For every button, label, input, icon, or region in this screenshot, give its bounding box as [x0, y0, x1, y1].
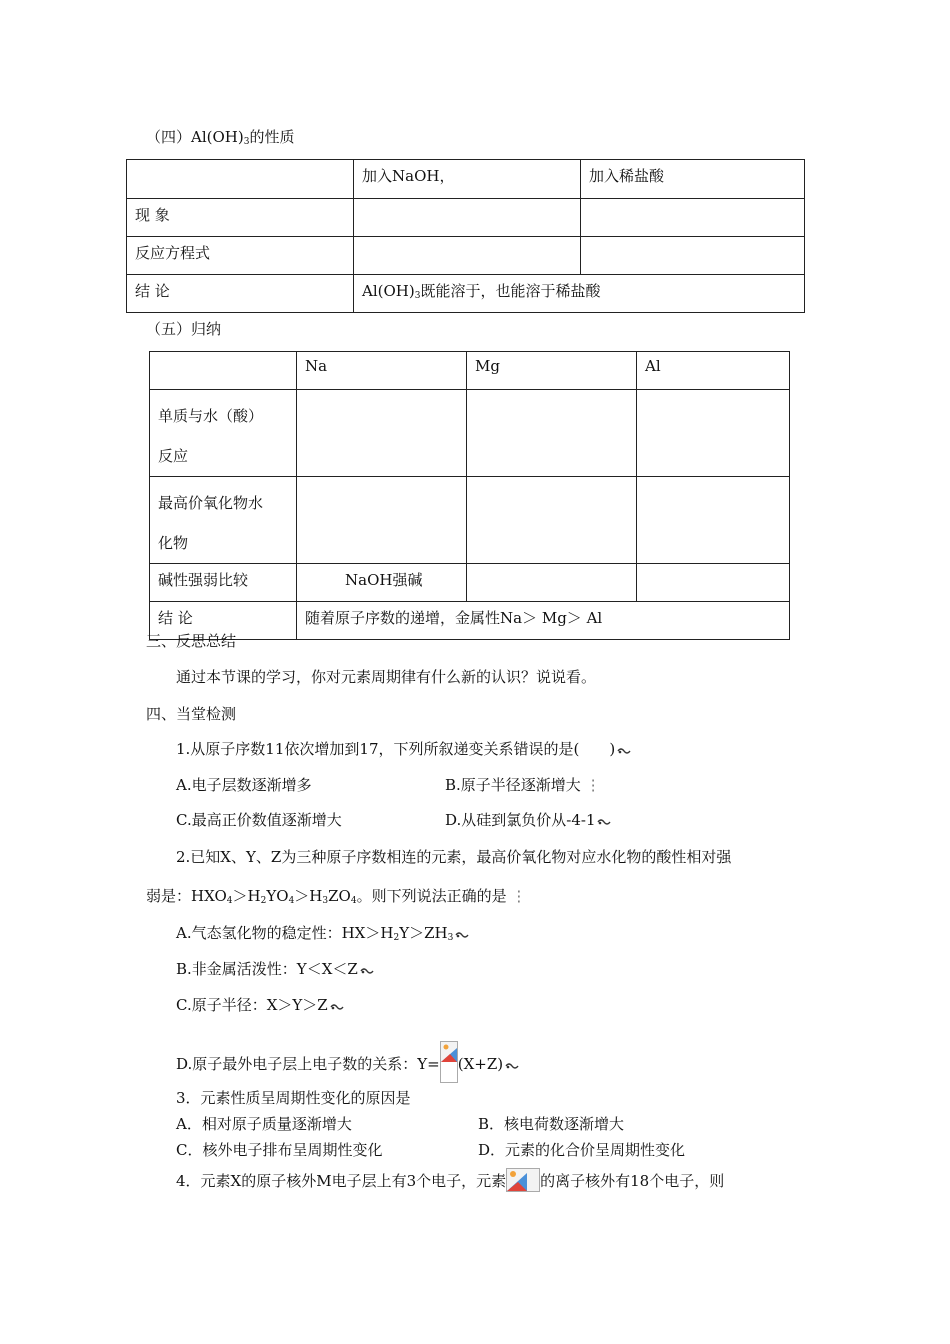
question-3: 3．元素性质呈周期性变化的原因是 [176, 1089, 411, 1107]
question-3-option-c: C．核外电子排布呈周期性变化 [176, 1141, 383, 1159]
question-3-option-a: A．相对原子质量逐渐增大 [176, 1115, 352, 1133]
question-2-option-a: A.气态氢化物的稳定性：$HX>H_2Y>ZH_3$ [176, 922, 469, 943]
anchor-mark-icon [455, 930, 469, 939]
broken-image-icon [506, 1168, 540, 1192]
table2-corner [150, 352, 297, 390]
table1-row-conclusion: 结 论 [127, 275, 354, 313]
table2-header-al: Al [637, 352, 790, 390]
question-1-option-c: C.最高正价数值逐渐增大 [176, 811, 342, 829]
broken-image-icon [440, 1041, 458, 1083]
anchor-mark-icon [617, 746, 631, 755]
question-2-line-2: 弱是：$HXO_4>H_2YO_4>H_3ZO_4$。则下列说法正确的是 ⋮ [146, 887, 527, 906]
part4-title: 四、当堂检测 [146, 705, 237, 723]
question-1-option-d: D.从硅到氯负价从-4-1 [445, 809, 611, 830]
question-3-option-d: D．元素的化合价呈周期性变化 [478, 1141, 686, 1159]
question-3-option-b: B．核电荷数逐渐增大 [478, 1115, 625, 1133]
part3-text: 通过本节课的学习，你对元素周期律有什么新的认识？说说看。 [176, 668, 597, 686]
anchor-mark-icon [597, 817, 611, 826]
question-2-option-b: B.非金属活泼性：Y＜X＜Z [176, 958, 374, 979]
section4-title: （四）$Al(OH)_3$的性质 [146, 128, 295, 147]
table1-row-phenomenon: 现 象 [127, 199, 354, 237]
table1-corner [127, 160, 354, 199]
table2-header-mg: Mg [467, 352, 637, 390]
question-4: 4．元素X的原子核外M电子层上有3个电子，元素 的离子核外有18个电子，则 [176, 1168, 724, 1192]
table1-header-naoh: 加入NaOH， [354, 160, 581, 199]
question-2-option-c: C.原子半径：X＞Y＞Z [176, 994, 344, 1015]
anchor-mark-icon [360, 966, 374, 975]
anchor-mark-icon [505, 1061, 519, 1070]
question-2-line-1: 2.已知X、Y、Z为三种原子序数相连的元素，最高价氧化物对应水化物的酸性相对强 [176, 848, 732, 866]
table1-row-equation: 反应方程式 [127, 237, 354, 275]
question-2-option-d: D.原子最外电子层上电子数的关系：Y= (X+Z) [176, 1041, 519, 1083]
anchor-mark-icon [330, 1002, 344, 1011]
table2-row-conclusion: 结 论 [150, 602, 297, 640]
table1-header-hcl: 加入稀盐酸 [581, 160, 805, 199]
summary-table [149, 351, 790, 640]
question-1-option-a: A.电子层数逐渐增多 [176, 776, 312, 794]
table2-basicity-na: NaOH强碱 [297, 564, 467, 602]
table2-row-hydroxide: 最高价氧化物水 化物 [150, 477, 297, 564]
table2-row-reaction: 单质与水（酸） 反应 [150, 390, 297, 477]
aluminum-hydroxide-table [126, 159, 805, 313]
table1-conclusion-text: $Al(OH)_3$既能溶于，也能溶于稀盐酸 [354, 275, 805, 313]
table2-header-na: Na [297, 352, 467, 390]
question-1: 1.从原子序数11依次增加到17，下列所叙递变关系错误的是( ) [176, 738, 631, 759]
table2-row-basicity: 碱性强弱比较 [150, 564, 297, 602]
section5-title: （五）归纳 [146, 320, 222, 338]
part3-title: 三、反思总结 [146, 632, 237, 650]
question-1-option-b: B.原子半径逐渐增大 ⋮ [445, 776, 601, 794]
table2-conclusion-text: 随着原子序数的递增，金属性Na＞ Mg＞ Al [297, 602, 790, 640]
